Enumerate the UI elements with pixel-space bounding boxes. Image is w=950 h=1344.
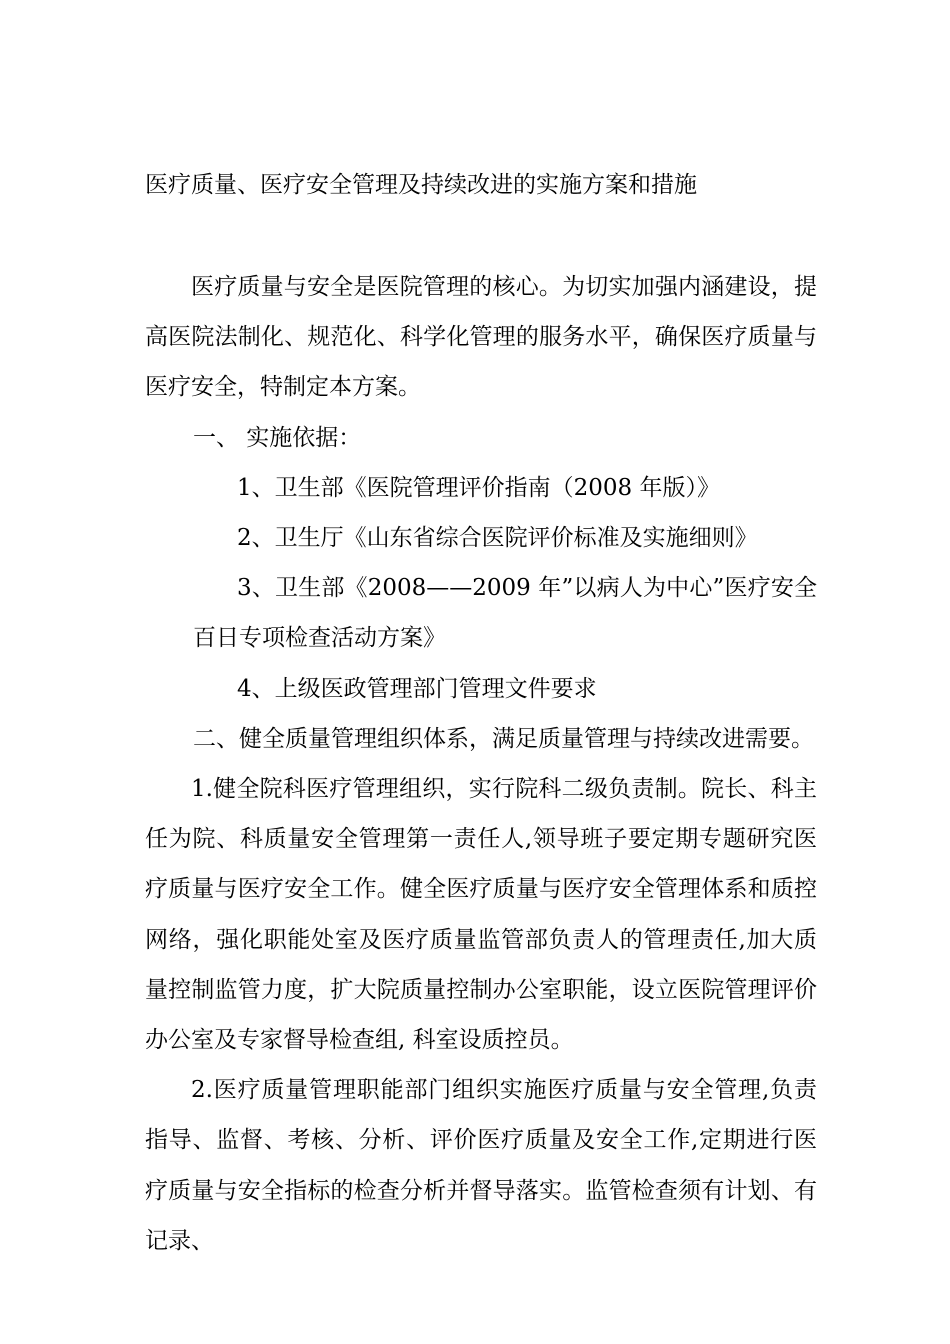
section-1-heading: 一、 实施依据：: [193, 424, 362, 451]
section-1-item-4: 4、上级医政管理部门管理文件要求: [237, 675, 597, 702]
section-1-item-3: 3、卫生部《2008——2009 年”以病人为中心”医疗安全百日专项检查活动方案》: [193, 575, 817, 652]
section-2-paragraph-1: 1.健全院科医疗管理组织，实行院科二级负责制。院长、科主任为院、科质量安全管理第一责任人,领导班子要定期专题研究医疗质量与医疗安全工作。健全医疗质量与医疗安全管理体系和质控网络，强化职能处室及医疗质量监管部负责人的管理责任,加大质量控制监管力度，扩大院质量控制办公室职能，设立医院管理评价办公室及专家督导检查组, 科室设质控员。: [145, 776, 817, 1054]
document-title: 医疗质量、医疗安全管理及持续改进的实施方案和措施: [145, 172, 697, 198]
section-2-heading: 二、健全质量管理组织体系，满足质量管理与持续改进需要。: [193, 725, 814, 752]
document-body: [145, 262, 817, 1266]
section-2-paragraph-2: 2.医疗质量管理职能部门组织实施医疗质量与安全管理,负责指导、监督、考核、分析、评价医疗质量及安全工作,定期进行医疗质量与安全指标的检查分析并督导落实。监管检查须有计划、有记录、: [145, 1077, 817, 1254]
intro-paragraph: 医疗质量与安全是医院管理的核心。为切实加强内涵建设，提高医院法制化、规范化、科学化管理的服务水平，确保医疗质量与医疗安全，特制定本方案。: [145, 274, 817, 401]
section-1-item-1: 1、卫生部《医院管理评价指南（2008 年版）》: [237, 474, 720, 501]
section-1-item-2: 2、卫生厅《山东省综合医院评价标准及实施细则》: [237, 525, 758, 552]
